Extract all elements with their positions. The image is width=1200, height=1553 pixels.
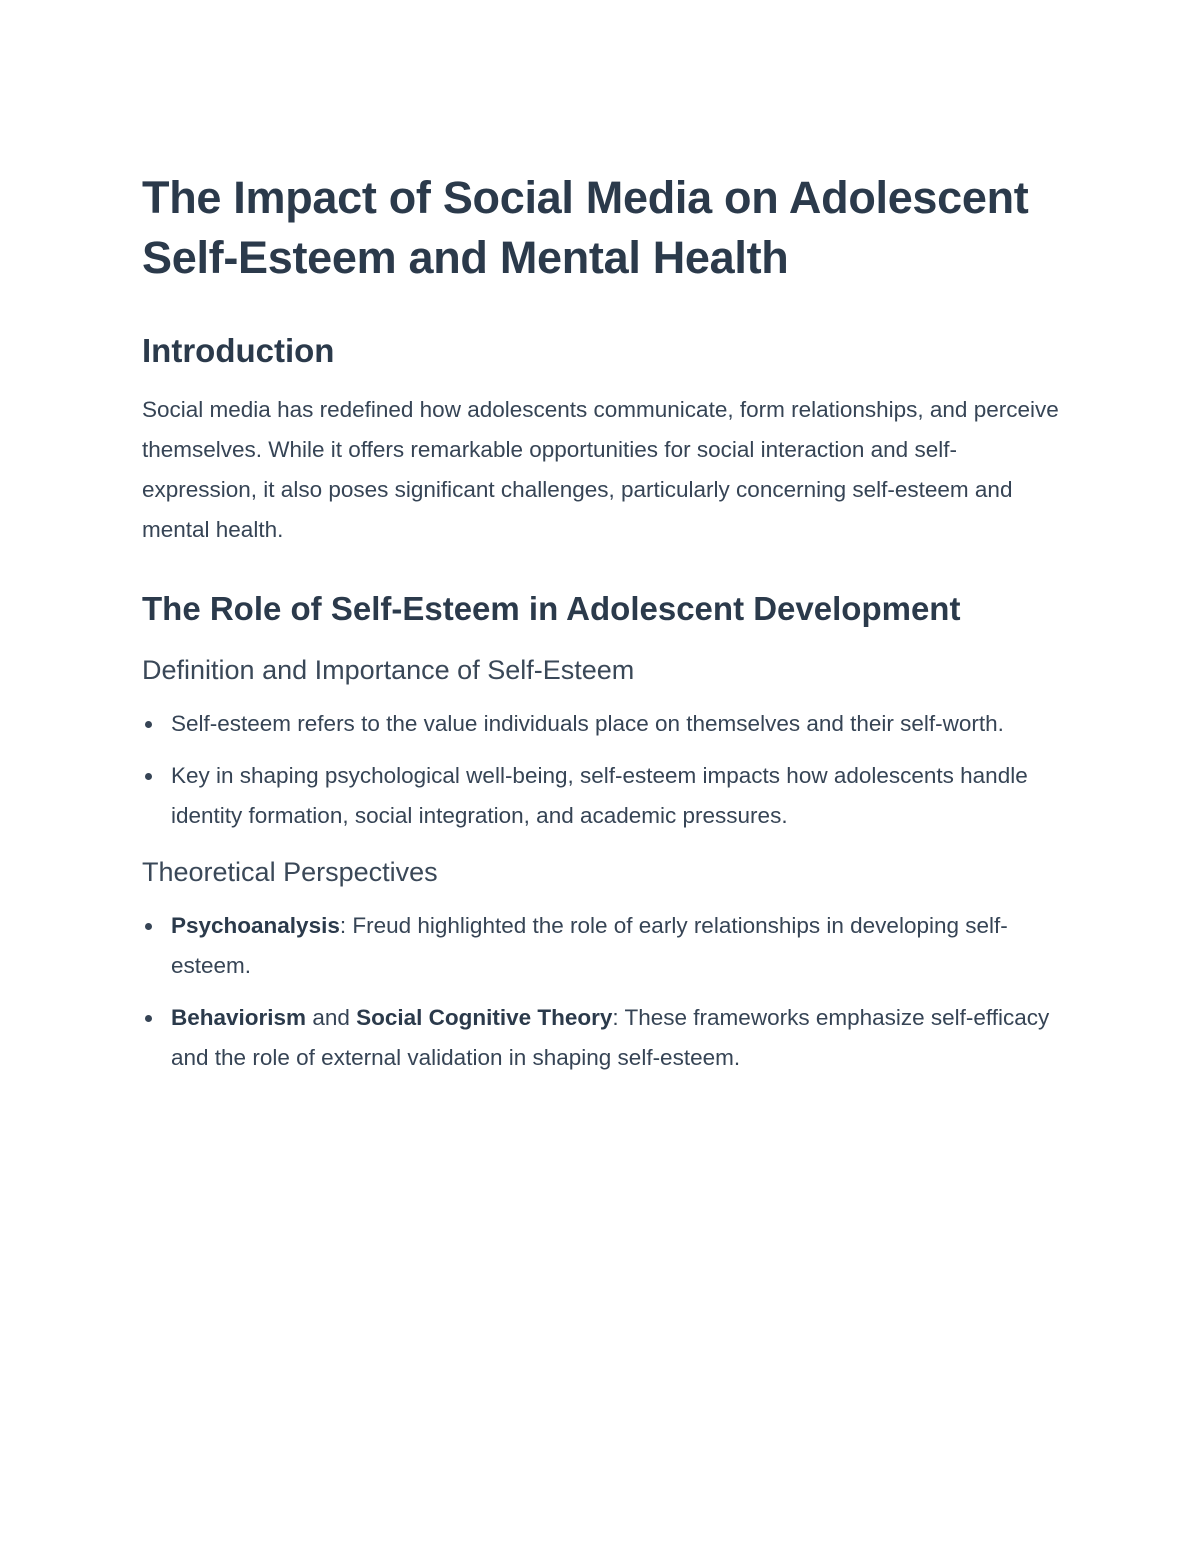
list-item-text: : Freud highlighted the role of early relationships in developing self-esteem. (171, 913, 1008, 978)
bold-term-behaviorism: Behaviorism (171, 1005, 307, 1030)
bold-term-psychoanalysis: Psychoanalysis (171, 913, 340, 938)
list-item (142, 906, 1062, 986)
list-item (142, 998, 1062, 1078)
role-section-heading: The Role of Self-Esteem in Adolescent Development (142, 590, 961, 627)
definition-bullet-list (142, 704, 1062, 836)
introduction-heading: Introduction (142, 332, 335, 369)
bold-term-social-cognitive-theory: Social Cognitive Theory (356, 1005, 613, 1030)
document-page (142, 168, 1062, 1090)
list-item-text: : These frameworks emphasize self-efficacy and the role of external validation in shaping self-esteem. (171, 1005, 1050, 1070)
list-item-joiner: and (306, 1005, 357, 1030)
theory-bullet-list (142, 906, 1062, 1078)
introduction-paragraph: Social media has redefined how adolescents communicate, form relationships, and perceive themselves. While it offers remarkable opportunities for social interaction and self-expression, it also poses significant challenges, particularly concerning self-esteem and mental health. (142, 397, 1059, 542)
list-item: Key in shaping psychological well-being, self-esteem impacts how adolescents handle identity formation, social integration, and academic pressures. (142, 756, 1062, 836)
theoretical-perspectives-subheading: Theoretical Perspectives (142, 857, 438, 887)
list-item: Self-esteem refers to the value individuals place on themselves and their self-worth. (142, 704, 1062, 744)
definition-subheading: Definition and Importance of Self-Esteem (142, 655, 635, 685)
document-title: The Impact of Social Media on Adolescent Self-Esteem and Mental Health (142, 172, 1029, 283)
